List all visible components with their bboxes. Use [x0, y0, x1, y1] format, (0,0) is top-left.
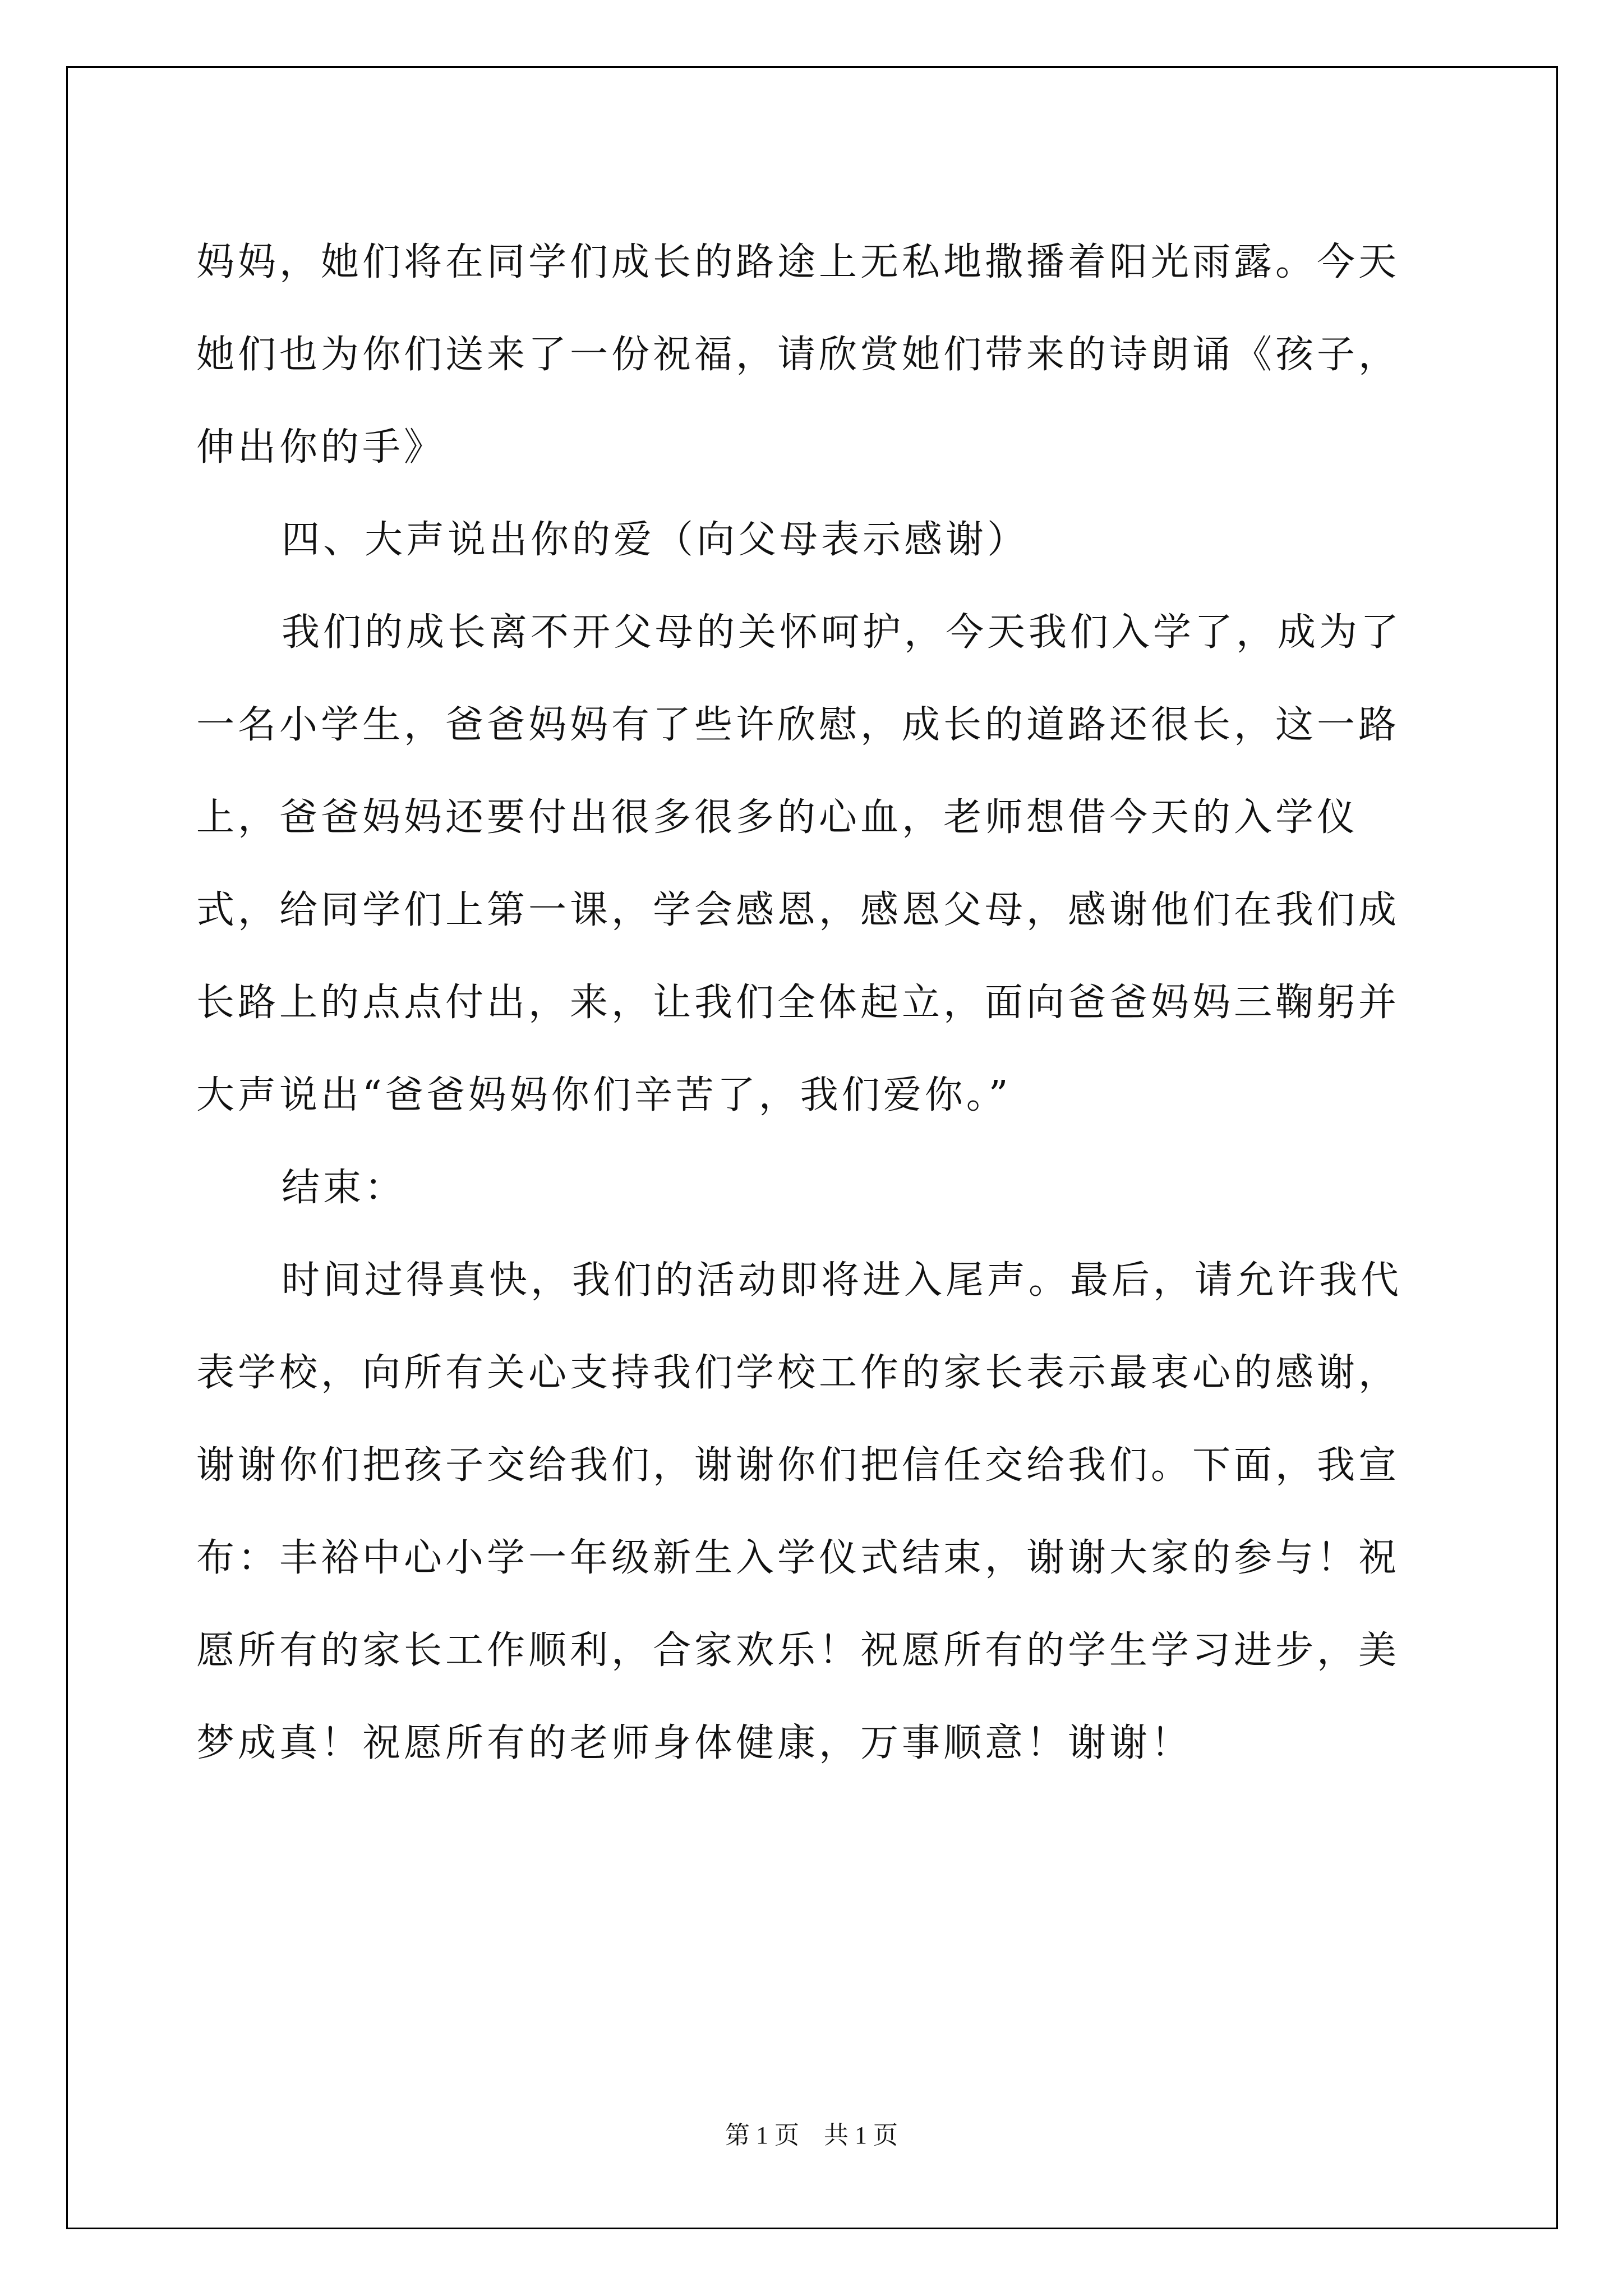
page-number-footer: 第 1 页 共 1 页 — [725, 2122, 898, 2149]
paragraph-gratitude: 我们的成长离不开父母的关怀呵护，今天我们入学了，成为了一名小学生，爸爸妈妈有了些许欣慰，成长的道路还很长，这一路上，爸爸妈妈还要付出很多很多的心血，老师想借今天的入学仪式，给同学们上第一课，学会感恩，感恩父母，感谢他们在我们成长路上的点点付出，来，让我们全体起立，面向爸爸妈妈三鞠躬并大声说出“爸爸妈妈你们辛苦了，我们爱你。” — [196, 610, 1403, 1117]
paragraph-closing-heading: 结束： — [282, 1166, 407, 1210]
paragraph-closing-speech: 时间过得真快，我们的活动即将进入尾声。最后，请允许我代表学校，向所有关心支持我们学校工作的家长表示最衷心的感谢，谢谢你们把孩子交给我们，谢谢你们把信任交给我们。下面，我宣布：丰裕中心小学一年级新生入学仪式结束，谢谢大家的参与！祝愿所有的家长工作顺利，合家欢乐！祝愿所有的学生学习进步，美梦成真！祝愿所有的老师身体健康，万事顺意！谢谢！ — [196, 1258, 1403, 1765]
document-body — [196, 216, 1430, 1789]
paragraph-poem-intro: 妈妈，她们将在同学们成长的路途上无私地撒播着阳光雨露。今天她们也为你们送来了一份祝福，请欣赏她们带来的诗朗诵《孩子，伸出你的手》 — [196, 240, 1400, 470]
paragraph-section-heading: 四、大声说出你的爱（向父母表示感谢） — [282, 518, 1029, 562]
